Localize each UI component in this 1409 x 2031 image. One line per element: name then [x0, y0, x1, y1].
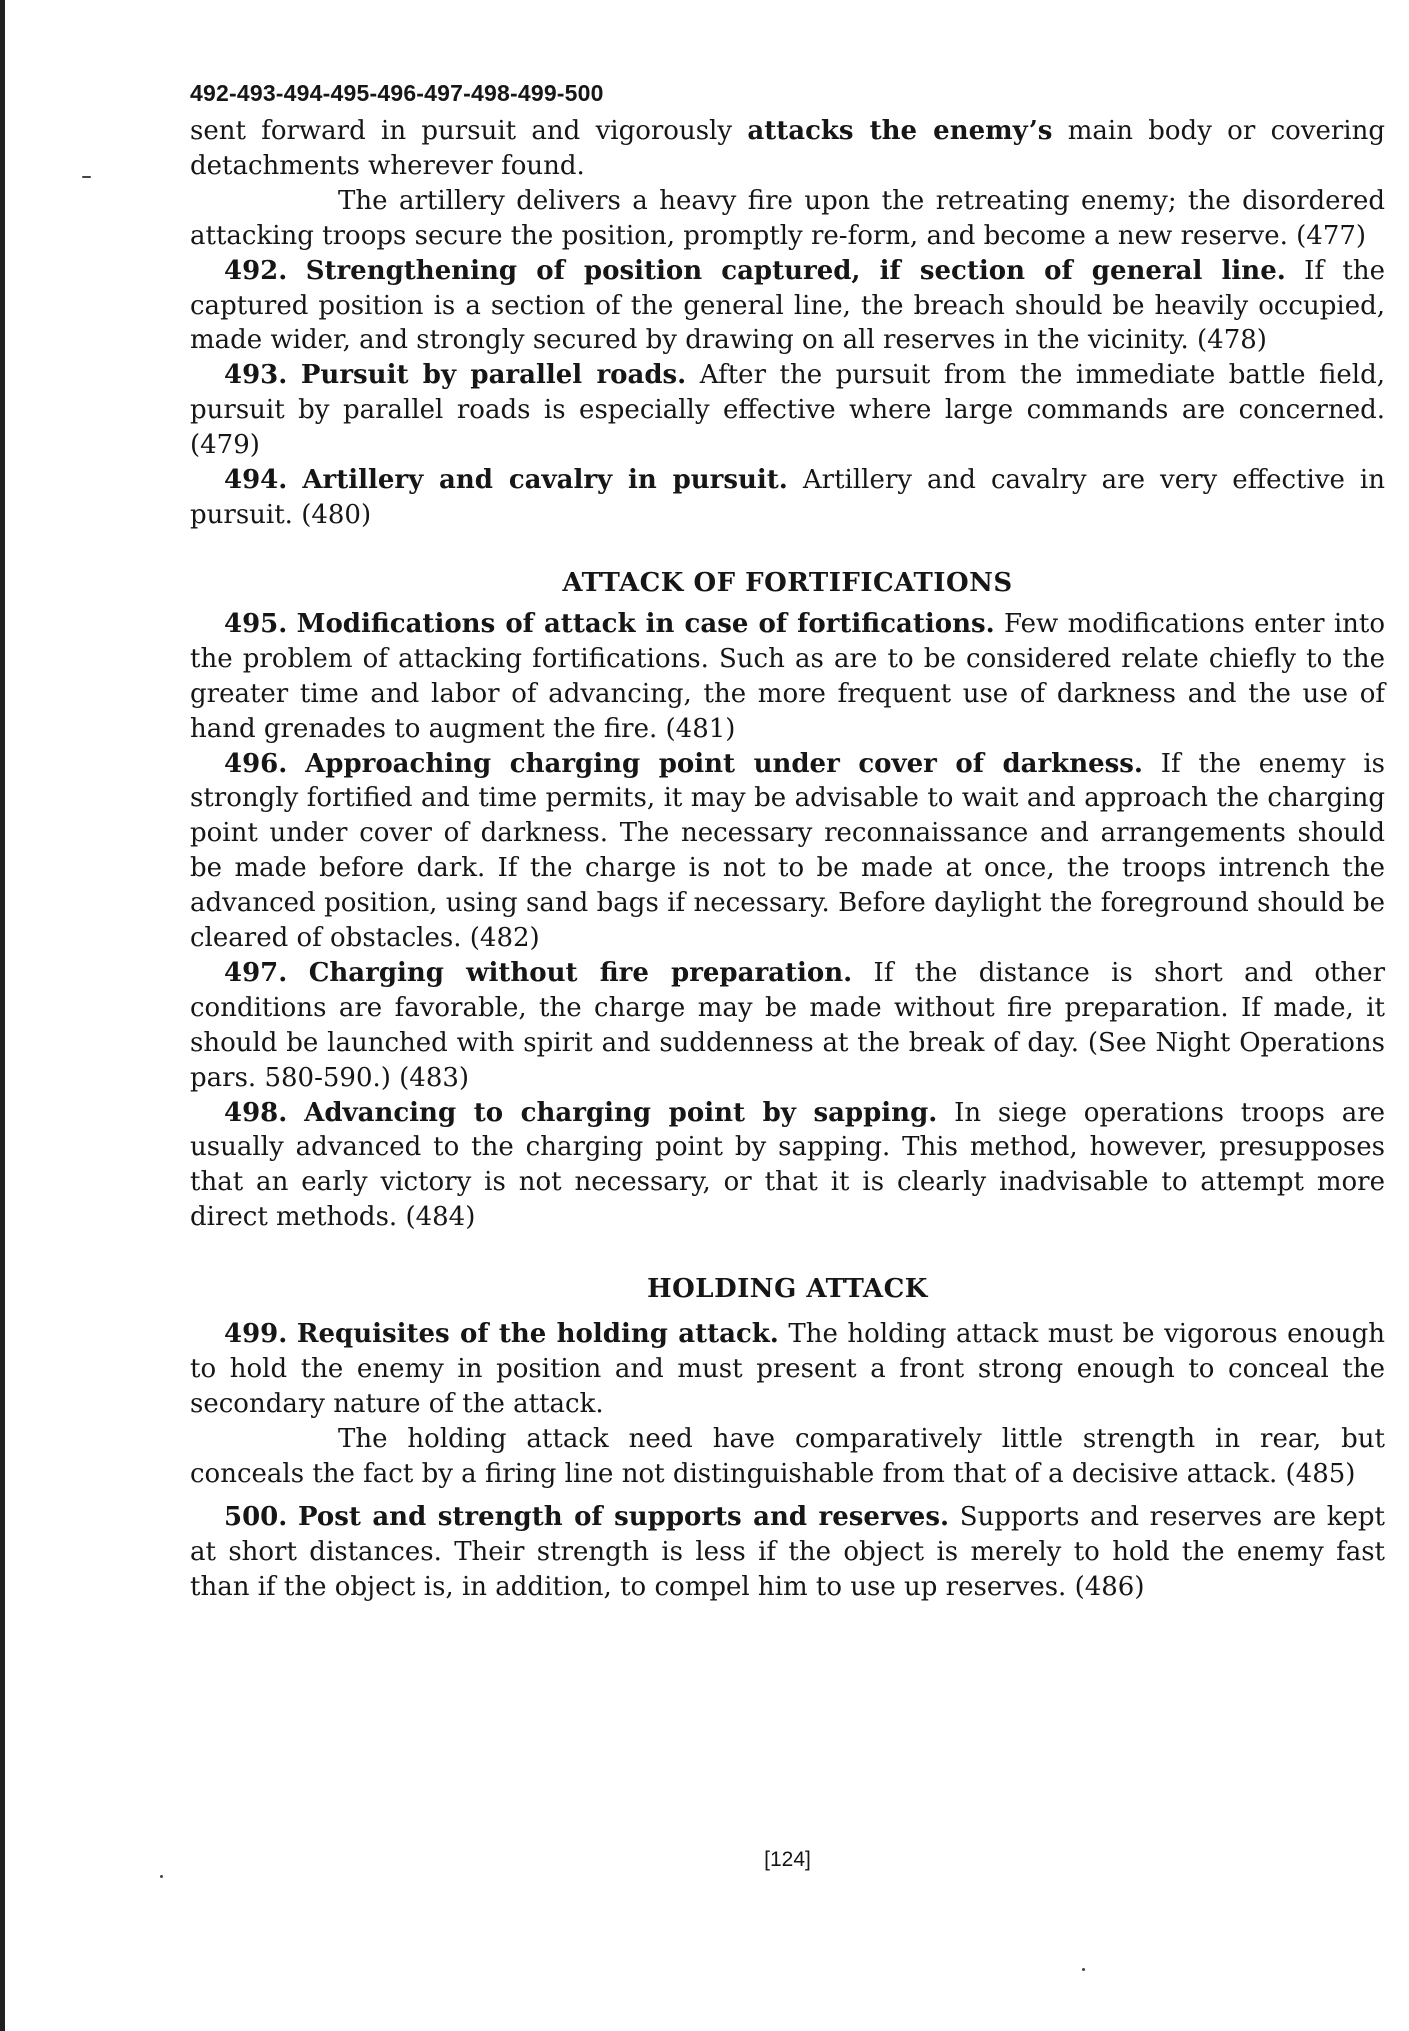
continued-paragraph	[190, 114, 1385, 184]
section-text: If the enemy is strongly fortified and time permits, it may be advisable to wait and approach the charging point under cover of darkness. The necessary reconnaissance and arrangements should be made before dark. If the charge is not to be made at once, the troops intrench the advanced position, using sand bags if necessary. Before daylight the foreground should be cleared of obstacles. (482)	[190, 748, 1385, 954]
section-title: Artillery and cavalry in pursuit.	[302, 465, 788, 496]
section-499	[190, 1317, 1385, 1422]
section-number: 499.	[224, 1319, 288, 1350]
page-binding-edge	[0, 0, 5, 2031]
section-text: The holding attack must be vigorous enough to hold the enemy in position and must present a front strong enough to conceal the secondary nature of the attack.	[190, 1319, 1386, 1419]
section-title: Post and strength of supports and reserves.	[298, 1501, 950, 1532]
section-number: 497.	[224, 957, 288, 988]
section-title: Modifications of attack in case of fortifications.	[296, 608, 995, 639]
scan-speck	[160, 1875, 163, 1878]
paragraph-artillery-fire: The artillery delivers a heavy fire upon the retreating enemy; the disordered attacking troops secure the position, promptly re-form, and become a new reserve. (477)	[190, 185, 1385, 251]
section-title: Pursuit by parallel roads.	[300, 360, 687, 391]
section-text: If the distance is short and other conditions are favorable, the charge may be made without fire preparation. If made, it should be launched with spirit and suddenness at the break of day. (See Night Operations pars. 580-590.) (483)	[190, 957, 1385, 1093]
running-head: 492-493-494-495-496-497-498-499-500	[190, 80, 604, 106]
continued-text-c: main body or covering detachments wherever found.	[190, 116, 1385, 181]
section-498	[190, 1096, 1385, 1236]
section-title: Advancing to charging point by sapping.	[304, 1097, 938, 1128]
section-text: Artillery and cavalry are very effective in pursuit. (480)	[190, 465, 1385, 530]
section-number: 500.	[224, 1501, 288, 1532]
page	[190, 78, 1386, 1871]
section-text: Supports and reserves are kept at short distances. Their strength is less if the object is merely to hold the enemy fast than if the object is, in addition, to compel him to use up reserves. (486)	[190, 1501, 1385, 1602]
page-number: [124]	[764, 1848, 811, 1871]
section-494	[190, 463, 1385, 533]
section-text: In siege operations troops are usually advanced to the charging point by sapping. This method, however, presupposes that an early victory is not necessary, or that it is clearly inadvisable to attempt more direct methods. (484)	[190, 1097, 1386, 1233]
section-number: 493.	[224, 360, 288, 391]
section-number: 494.	[224, 465, 288, 496]
section-number: 492.	[224, 255, 288, 286]
heading-holding-attack: HOLDING ATTACK	[647, 1274, 928, 1305]
scan-speck	[1082, 1968, 1085, 1971]
body-text	[190, 114, 1385, 1604]
section-title: Strengthening of position captured, if section of general line.	[305, 255, 1286, 286]
section-492	[190, 254, 1385, 359]
section-number: 496.	[224, 748, 288, 779]
paragraph-holding-strength: The holding attack need have comparatively little strength in rear, but conceals the fact by a firing line not distinguishable from that of a decisive attack. (485)	[190, 1423, 1385, 1489]
section-500	[190, 1500, 1385, 1605]
section-493	[190, 358, 1385, 463]
section-title: Approaching charging point under cover of darkness.	[305, 748, 1143, 779]
section-text: Few modifications enter into the problem of attacking fortifications. Such as are to be considered relate chiefly to the greater time and labor of advancing, the more frequent use of darkness and the use of hand grenades to augment the fire. (481)	[190, 608, 1386, 744]
continued-text-a: sent forward in pursuit and vigorously	[190, 116, 748, 146]
section-497	[190, 956, 1385, 1096]
section-495	[190, 607, 1385, 747]
section-text: After the pursuit from the immediate battle field, pursuit by parallel roads is especially effective where large commands are concerned. (479)	[190, 360, 1386, 461]
section-text: If the captured position is a section of the general line, the breach should be heavily occupied, made wider, and strongly secured by drawing on all reserves in the vicinity. (478)	[190, 255, 1385, 356]
section-496	[190, 747, 1385, 956]
continued-text-bold: attacks the enemy’s	[747, 116, 1053, 146]
scan-speck	[82, 176, 91, 178]
section-number: 495.	[224, 608, 288, 639]
section-title: Requisites of the holding attack.	[296, 1319, 779, 1350]
section-number: 498.	[224, 1097, 288, 1128]
heading-attack-of-fortifications: ATTACK OF FORTIFICATIONS	[562, 567, 1013, 598]
section-title: Charging without fire preparation.	[308, 957, 853, 988]
